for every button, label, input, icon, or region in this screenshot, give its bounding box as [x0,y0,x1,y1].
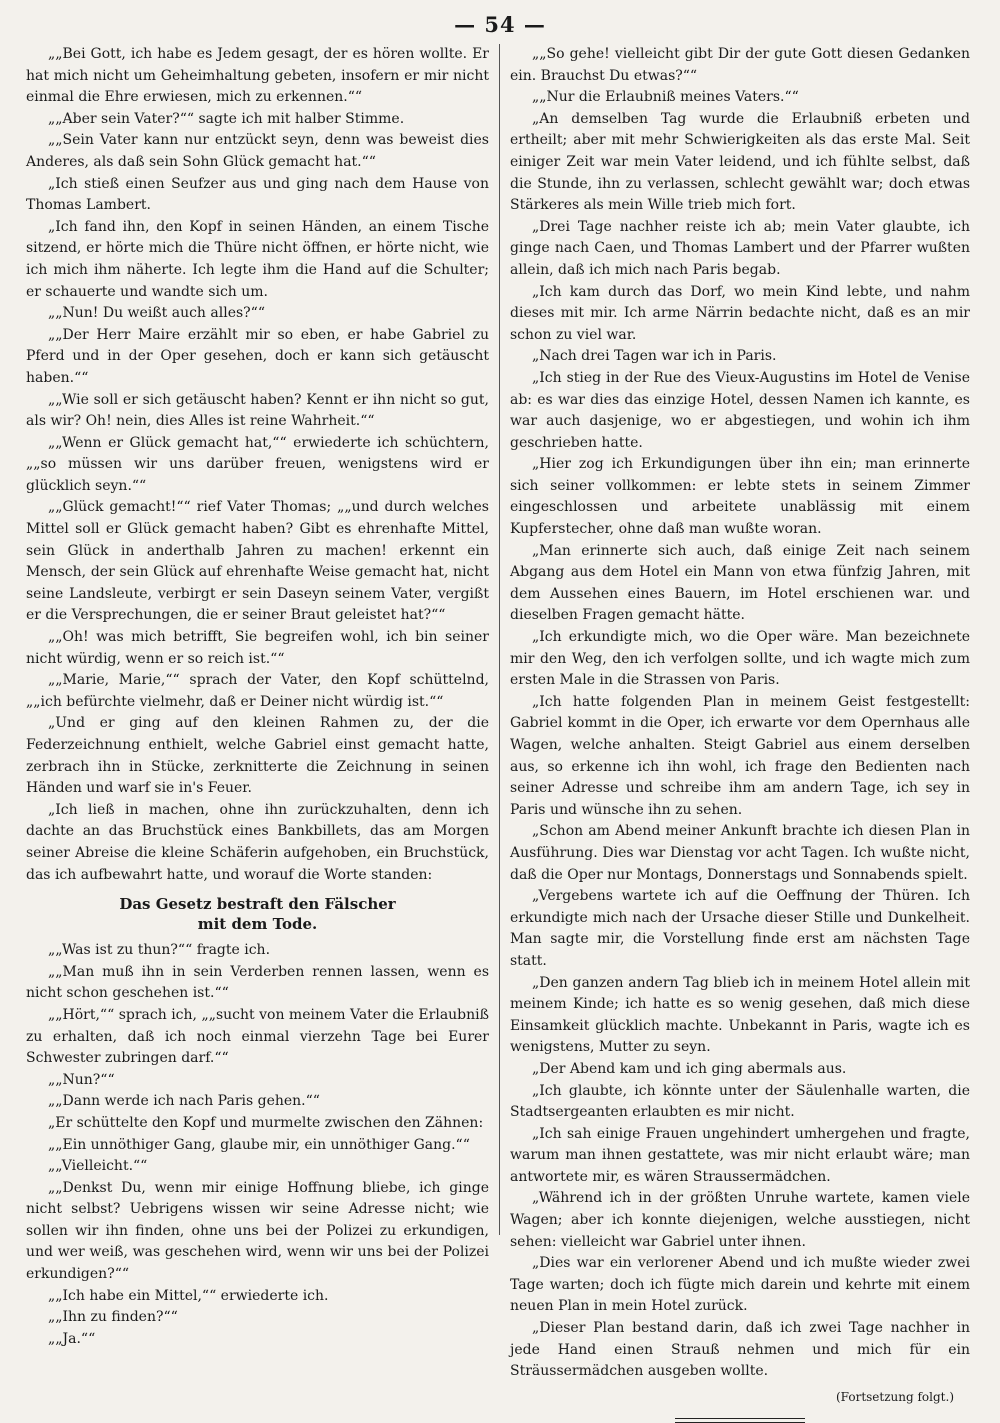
paragraph: „„Glück gemacht!““ rief Vater Thomas; „„und durch welches Mittel soll er Glück gemacht haben? Gibt es ehrenhafte Mittel, sein Glück in anderthalb Jahren zu machen! erkennt ein Mensch, der sein Glück auf ehrenhafte Weise gemacht hat, nicht seine Landsleute, verbirgt er sein Daseyn seinem Vater, vergißt er die Versprechungen, die er seiner Braut geleistet hat?““ [26,499,489,624]
paragraph: „„Ein unnöthiger Gang, glaube mir, ein unnöthiger Gang.““ [48,1136,470,1153]
continued-note: (Fortsetzung folgt.) [836,1389,954,1404]
paragraph: „„Nun?““ [48,1071,115,1088]
paragraph: „„Marie, Marie,““ sprach der Vater, den Kopf schüttelnd, „„ich befürchte vielmehr, daß er Deiner nicht würdig ist.““ [26,672,489,710]
paragraph: „Ich erkundigte mich, wo die Oper wäre. Man bezeichnete mir den Weg, den ich verfolgen sollte, und ich wagte mich zum ersten Male in die Strassen von Paris. [510,629,970,689]
paragraph: „„Ihn zu finden?““ [48,1309,178,1326]
paragraph: „Schon am Abend meiner Ankunft brachte ich diesen Plan in Ausführung. Dies war Dienstag vor acht Tagen. Ich wußte nicht, daß die Oper nur Montags, Donnerstags und Sonnabends spielt. [510,823,970,883]
paragraph: „„Denkst Du, wenn mir einige Hoffnung bliebe, ich ginge nicht selbst? Uebrigens wissen wir seine Adresse nicht; wie sollen wir ihn finden, ohne uns bei der Polizei zu erkundigen, und wer weiß, was geschehen wird, wenn wir uns bei der Polizei erkundigen?““ [26,1179,489,1283]
left-paragraphs-after-heading [26,940,489,1350]
section-heading-line2: mit dem Tode. [197,915,318,934]
paragraph: „Hier zog ich Erkundigungen über ihn ein; man erinnerte sich seiner vollkommen: er lebte stets in seinem Zimmer eingeschlossen und arbeitete unablässig mit einem Kupferstecher, ohne daß man wußte woran. [510,456,970,538]
paragraph: „„Sein Vater kann nur entzückt seyn, denn was beweist dies Anderes, als daß sein Sohn Glück gemacht hat.““ [26,132,489,170]
paragraph: „Man erinnerte sich auch, daß einige Zeit nach seinem Abgang aus dem Hotel ein Mann von etwa fünfzig Jahren, mit dem Aussehen eines Bauern, im Hotel erschienen war. und dieselben Fragen gemacht hätte. [510,542,970,624]
paragraph: „Ich fand ihn, den Kopf in seinen Händen, an einem Tische sitzend, er hörte mich die Thüre nicht öffnen, er hörte nicht, wie ich mich ihm näherte. Ich legte ihm die Hand auf die Schulter; er schauerte und wandte sich um. [26,218,489,300]
end-rule [675,1418,805,1423]
paragraph: „„Hört,““ sprach ich, „„sucht von meinem Vater die Erlaubniß zu erhalten, daß ich noch einmal vierzehn Tage bei Eurer Schwester zubringen darf.““ [26,1006,489,1067]
paragraph: „„Wie soll er sich getäuscht haben? Kennt er ihn nicht so gut, als wir? Oh! nein, dies Alles ist reine Wahrheit.““ [26,391,489,430]
page-number: — 54 — [454,12,546,37]
paragraph: „Ich stieß einen Seufzer aus und ging nach dem Hause von Thomas Lambert. [26,175,489,214]
column-divider [499,44,500,1235]
paragraph: „„Vielleicht.““ [48,1158,148,1175]
paragraph: „„Dann werde ich nach Paris gehen.““ [48,1093,320,1110]
section-heading [26,894,489,934]
paragraph: „„Nun! Du weißt auch alles?““ [48,305,265,322]
paragraph: „Ich sah einige Frauen ungehindert umhergehen und fragte, warum man ihnen gestattete, was mir nicht erlaubt wäre; man antwortete mir, es wären Straussermädchen. [510,1125,970,1185]
paragraph: „Dieser Plan bestand darin, daß ich zwei Tage nachher in jede Hand einen Strauß nehmen und mich für ein Sträussermädchen ausgeben wollte. [510,1320,970,1380]
left-column [26,44,489,1347]
right-paragraphs [510,44,970,1383]
paragraph: „Ich stieg in der Rue des Vieux-Augustins im Hotel de Venise ab: es war dies das einzige Hotel, dessen Namen ich kannte, es war auch dasjenige, wo er abgestiegen, und wohin ich ihm geschrieben hatte. [510,369,970,451]
paragraph: „„Wenn er Glück gemacht hat,““ erwiederte ich schüchtern, „„so müssen wir uns darüber freuen, wenigstens wird er glücklich seyn.““ [26,434,489,494]
paragraph: „Ich ließ in machen, ohne ihn zurückzuhalten, denn ich dachte an das Bruchstück eines Bankbillets, das am Morgen seiner Abreise die kleine Schäferin aufgehoben, ein Bruchstück, das ich aufbewahrt hatte, und worauf die Worte standen: [26,801,489,883]
paragraph: „Nach drei Tagen war ich in Paris. [532,348,777,365]
paragraph: „Er schüttelte den Kopf und murmelte zwischen den Zähnen: [48,1114,484,1131]
paragraph: „Ich glaubte, ich könnte unter der Säulenhalle warten, die Stadtsergeanten erlaubten es mir nicht. [510,1082,970,1121]
right-column [510,44,970,1404]
section-heading-line1: Das Gesetz bestraft den Fälscher [119,895,396,914]
paragraph: „Den ganzen andern Tag blieb ich in meinem Hotel allein mit meinem Kinde; ich hatte es so wenig gesehen, daß mich diese Einsamkeit glücklich machte. Unbekannt in Paris, wagte ich es wenigstens, Mutter zu seyn. [510,974,970,1056]
paragraph: „„Aber sein Vater?““ sagte ich mit halber Stimme. [48,110,405,127]
paragraph: „„Ich habe ein Mittel,““ erwiederte ich. [48,1287,329,1304]
paragraph: „Drei Tage nachher reiste ich ab; mein Vater glaubte, ich ginge nach Caen, und Thomas Lambert und der Pfarrer wußten allein, daß ich mich nach Paris begab. [510,218,970,278]
paragraph: „„Nur die Erlaubniß meines Vaters.““ [532,89,799,106]
paragraph: „Dies war ein verlorener Abend und ich mußte wieder zwei Tage warten; doch ich fügte mich darein und kehrte mit einem neuen Plan in mein Hotel zurück. [510,1255,970,1315]
paragraph: „„Bei Gott, ich habe es Jedem gesagt, der es hören wollte. Er hat mich nicht um Geheimhaltung gebeten, insofern er mir nicht einmal die Ehre erwiesen, mich zu erkennen.““ [26,46,489,106]
paragraph: „Vergebens wartete ich auf die Oeffnung der Thüren. Ich erkundigte mich nach der Ursache dieser Stille und Dunkelheit. Man sagte mir, die Vorstellung finde erst am nächsten Tage statt. [510,888,970,969]
paragraph: „„Der Herr Maire erzählt mir so eben, er habe Gabriel zu Pferd und in der Oper gesehen, doch er kann sich getäuscht haben.““ [26,326,489,386]
paragraph: „„Was ist zu thun?““ fragte ich. [48,942,271,959]
paragraph: „Und er ging auf den kleinen Rahmen zu, der die Federzeichnung enthielt, welche Gabriel einst gemacht hatte, zerbrach ihn in Stücke, zerknitterte die Zeichnung in seinen Händen und warf sie in's Feuer. [26,715,489,797]
paragraph: „„Ja.““ [48,1330,96,1347]
paragraph: „Während ich in der größten Unruhe wartete, kamen viele Wagen; aber ich konnte diejenigen, welche ausstiegen, nicht sehen: vielleicht war Gabriel unter ihnen. [510,1190,970,1250]
paragraph: „„So gehe! vielleicht gibt Dir der gute Gott diesen Gedanken ein. Brauchst Du etwas?““ [510,46,970,84]
paragraph: „Ich kam durch das Dorf, wo mein Kind lebte, und nahm dieses mit mir. Ich arme Närrin bedachte nicht, daß es an mir schon zu viel war. [510,283,970,343]
paragraph: „An demselben Tag wurde die Erlaubniß erbeten und ertheilt; aber mit mehr Schwierigkeiten als das erste Mal. Seit einiger Zeit war mein Vater leidend, und ich fühlte selbst, daß die Stunde, ihn zu verlassen, schlecht gewählt war; doch etwas Stärkeres als mein Wille trieb mich fort. [510,110,970,214]
paragraph: „„Oh! was mich betrifft, Sie begreifen wohl, ich bin seiner nicht würdig, wenn er so reich ist.““ [26,629,489,667]
paragraph: „Der Abend kam und ich ging abermals aus. [532,1060,847,1077]
left-paragraphs-before-heading [26,44,489,886]
paragraph: „Ich hatte folgenden Plan in meinem Geist festgestellt: Gabriel kommt in die Oper, ich erwarte vor dem Opernhaus alle Wagen, welche anhalten. Steigt Gabriel aus einem derselben aus, so erkenne ich ihn wohl, ich frage den Bedienten nach seiner Adresse und schreibe ihm am andern Tage, ich sey in Paris und wünsche ihn zu sehen. [510,693,970,818]
paragraph: „„Man muß ihn in sein Verderben rennen lassen, wenn es nicht schon geschehen ist.““ [26,963,489,1002]
